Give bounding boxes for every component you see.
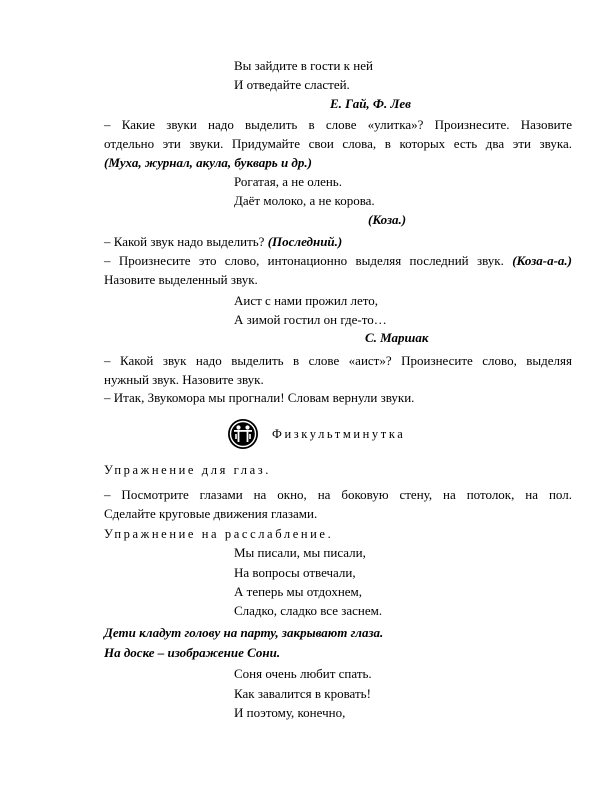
exercise-2-verse-4: Сладко, сладко все заснем. [234, 603, 383, 618]
exercise-1-title: Упражнение для глаз. [104, 463, 271, 477]
section-title: Физкультминутка [272, 427, 406, 441]
riddle-line-2: Даёт молоко, а не корова. [234, 193, 375, 208]
question-2-answer: (Последний.) [267, 234, 343, 249]
exercise-2-verse-1: Мы писали, мы писали, [234, 545, 366, 560]
question-3 [104, 251, 572, 289]
question-4-line-1: – Какой звук надо выделить в слове «аист»? Произнесите слово, выделяя [104, 353, 572, 368]
physical-exercise-icon [228, 419, 258, 449]
poem3-line-2: Как завалится в кровать! [234, 686, 371, 701]
poem3-line-3: И поэтому, конечно, [234, 705, 346, 720]
question-2 [104, 234, 342, 250]
poem2-author: С. Маршак [365, 330, 429, 345]
question-1-answer: (Муха, журнал, акула, букварь и др.) [104, 155, 312, 170]
question-1-line-1: – Какие звуки надо выделить в слове «улитка»? Произнесите. Назовите [104, 117, 572, 132]
question-4 [104, 351, 572, 389]
poem1-line-2: И отведайте сластей. [234, 77, 350, 92]
exercise-1-line-1: – Посмотрите глазами на окно, на боковую стену, на потолок, на пол. [104, 487, 572, 502]
question-5: – Итак, Звукомора мы прогнали! Словам вернули звуки. [104, 390, 415, 405]
poem2-line-1: Аист с нами прожил лето, [234, 293, 379, 308]
exercise-2-verse-3: А теперь мы отдохнем, [234, 584, 363, 599]
question-3-line-1 [104, 251, 572, 270]
exercise-1-line-2: Сделайте круговые движения глазами. [104, 506, 318, 521]
poem1-author: Е. Гай, Ф. Лев [330, 96, 411, 111]
question-3-text: – Произнесите это слово, интонационно выделяя последний звук. [104, 253, 504, 268]
riddle-answer: (Коза.) [368, 212, 407, 227]
stage-note-1: Дети кладут голову на парту, закрывают глаза. [104, 625, 384, 640]
question-4-line-2: нужный звук. Назовите звук. [104, 372, 264, 387]
poem3-line-1: Соня очень любит спать. [234, 666, 372, 681]
poem2-line-2: А зимой гостил он где-то… [234, 312, 387, 327]
riddle-line-1: Рогатая, а не олень. [234, 174, 342, 189]
exercise-2-title: Упражнение на расслабление. [104, 527, 334, 541]
poem1-line-1: Вы зайдите в гости к ней [234, 58, 373, 73]
question-1 [104, 115, 572, 172]
stage-note-2: На доске – изображение Сони. [104, 645, 281, 660]
question-3-line-2: Назовите выделенный звук. [104, 272, 258, 287]
exercise-2-verse-2: На вопросы отвечали, [234, 565, 356, 580]
question-3-answer: (Коза-а-а.) [512, 253, 573, 268]
question-2-text: – Какой звук надо выделить? [104, 234, 265, 249]
question-1-line-2: отдельно эти звуки. Придумайте свои слова, в которых есть два эти звука. [104, 136, 572, 151]
exercise-1-text [104, 485, 572, 523]
